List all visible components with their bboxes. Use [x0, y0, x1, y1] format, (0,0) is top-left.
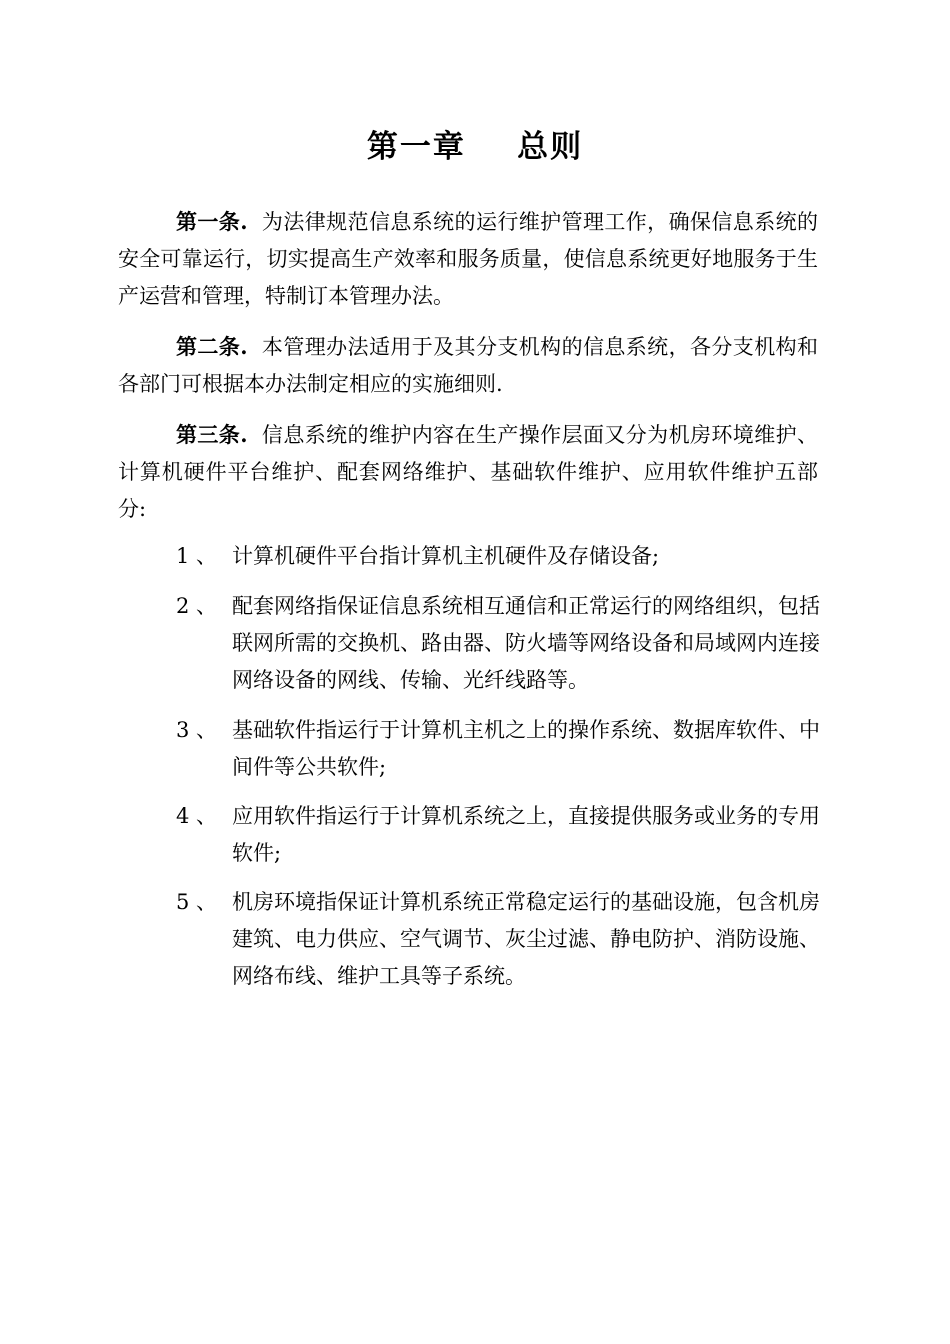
- list-item-number: 3 、: [176, 718, 218, 742]
- article-text: 信息系统的维护内容在生产操作层面又分为机房环境维护、计算机硬件平台维护、配套网络维护、基础软件维护、应用软件维护五部分:: [118, 423, 819, 521]
- article-2: [118, 328, 818, 403]
- list-item-5: [176, 884, 840, 995]
- article-text: 为法律规范信息系统的运行维护管理工作，确保信息系统的安全可靠运行，切实提高生产效率和服务质量，使信息系统更好地服务于生产运营和管理，特制订本管理办法。: [118, 210, 819, 308]
- list-item-number: 2 、: [176, 594, 218, 618]
- list-item-4: [176, 798, 840, 872]
- list-item-3: [176, 712, 840, 786]
- list-item-number: 1 、: [176, 544, 218, 568]
- article-number: 第二条.: [176, 334, 248, 359]
- chapter-title: 第一章 总则: [366, 129, 584, 165]
- list-item-1: [176, 538, 840, 575]
- article-text: 本管理办法适用于及其分支机构的信息系统，各分支机构和各部门可根据本办法制定相应的实施细则.: [118, 335, 819, 396]
- list-item-number: 5 、: [176, 890, 218, 914]
- list-item-text: 配套网络指保证信息系统相互通信和正常运行的网络组织，包括联网所需的交换机、路由器、防火墙等网络设备和局域网内连接网络设备的网线、传输、光纤线路等。: [232, 594, 820, 692]
- list-item-text: 应用软件指运行于计算机系统之上，直接提供服务或业务的专用软件;: [232, 804, 820, 865]
- article-3: [118, 416, 818, 528]
- list-item-2: [176, 588, 840, 699]
- list-item-text: 计算机硬件平台指计算机主机硬件及存储设备;: [232, 544, 660, 568]
- list-item-text: 机房环境指保证计算机系统正常稳定运行的基础设施，包含机房建筑、电力供应、空气调节、灰尘过滤、静电防护、消防设施、网络布线、维护工具等子系统。: [232, 890, 820, 988]
- article-1: [118, 203, 818, 315]
- article-number: 第三条.: [176, 422, 248, 447]
- list-item-number: 4 、: [176, 804, 218, 828]
- article-number: 第一条.: [176, 209, 248, 234]
- list-item-text: 基础软件指运行于计算机主机之上的操作系统、数据库软件、中间件等公共软件;: [232, 718, 820, 779]
